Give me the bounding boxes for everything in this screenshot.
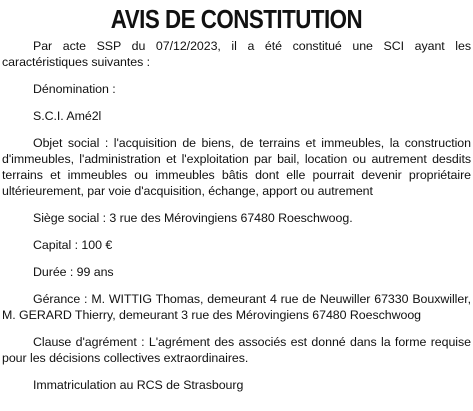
spacer (2, 97, 471, 108)
spacer (2, 323, 471, 334)
spacer (2, 366, 471, 377)
spacer (2, 280, 471, 291)
notice-title: AVIS DE CONSTITUTION (110, 4, 363, 34)
spacer (2, 124, 471, 135)
gerance-paragraph: Gérance : M. WITTIG Thomas, demeurant 4 rue de Neuwiller 67330 Bouxwiller, M. GERARD Thierry, demeurant 3 rue des Mérovingiens 67480 Roeschwoog (2, 292, 471, 322)
spacer (2, 199, 471, 210)
immatriculation-paragraph: Immatriculation au RCS de Strasbourg (33, 378, 244, 392)
clause-agrement-paragraph: Clause d'agrément : L'agrément des associés est donné dans la forme requise pour les décisions collectives extraordinaires. (2, 335, 471, 365)
objet-social-paragraph: Objet social : l'acquisition de biens, de terrains et immeubles, la construction d'immeubles, l'administration et l'exploitation par bail, location ou autrement desdits terrains et immeubles ou immeubles bâtis dont elle pourrait devenir propriétaire ultérieurement, par voie d'acquisition, échange, apport ou autrement (2, 136, 471, 198)
denomination-label: Dénomination : (33, 82, 116, 96)
spacer (2, 226, 471, 237)
capital-paragraph: Capital : 100 € (33, 238, 113, 252)
denomination-value: S.C.I. Amé2l (33, 109, 102, 123)
duree-paragraph: Durée : 99 ans (33, 265, 114, 279)
siege-social-paragraph: Siège social : 3 rue des Mérovingiens 67480 Roeschwoog. (33, 211, 353, 225)
spacer (2, 253, 471, 264)
intro-paragraph: Par acte SSP du 07/12/2023, il a été constitué une SCI ayant les caractéristiques suivantes : (2, 39, 471, 69)
spacer (2, 70, 471, 81)
